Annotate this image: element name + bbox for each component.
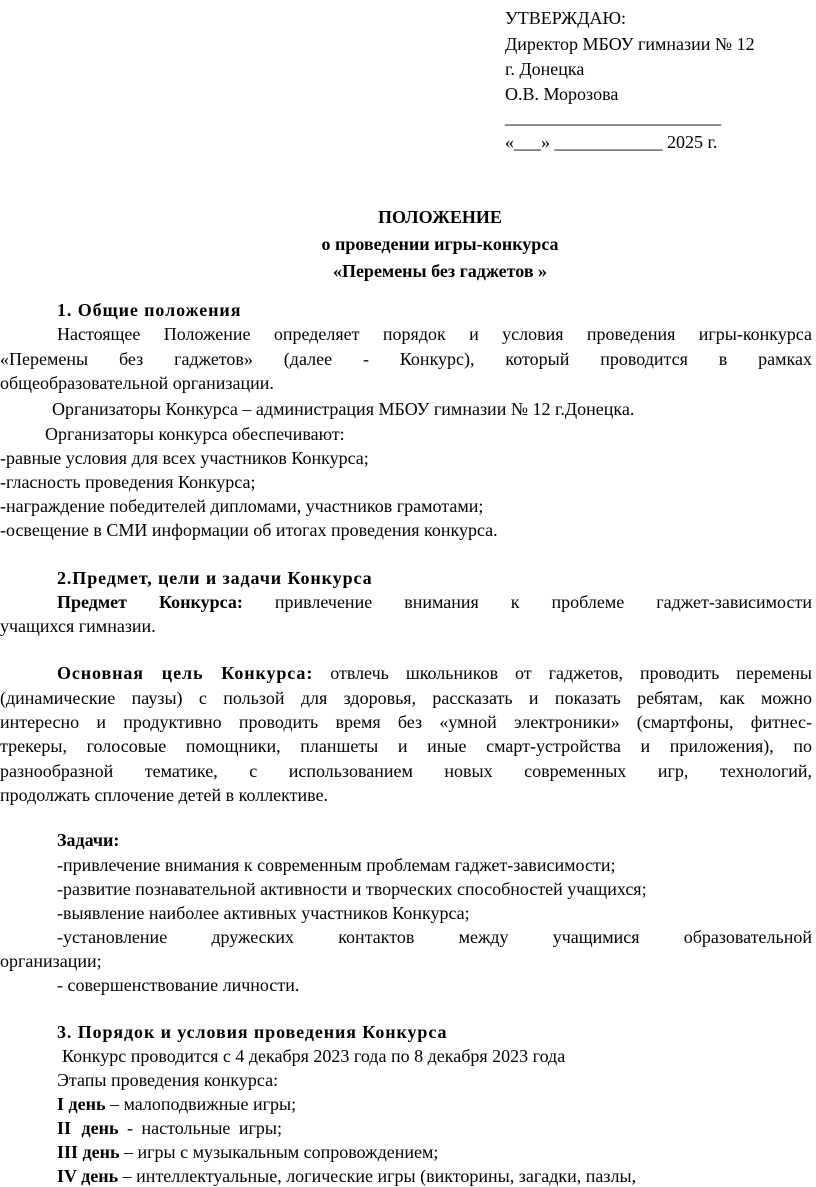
organizers-text: Организаторы Конкурса – администрация МБОУ гимназии № 12 г.Донецка. xyxy=(52,399,635,419)
section-3-heading: 3. Порядок и условия проведения Конкурса xyxy=(57,1022,448,1042)
goal-line: трекеры, голосовые помощники, планшеты и иные смарт-устройства и приложения), по xyxy=(0,736,812,756)
goal-line: продолжать сплочение детей в коллективе. xyxy=(0,785,329,805)
stage-day-label: II день xyxy=(57,1118,119,1138)
organizers-ensure: Организаторы конкурса обеспечивают: xyxy=(45,424,345,444)
list-item: -гласность проведения Конкурса; xyxy=(0,472,256,492)
list-item: -освещение в СМИ информации об итогах проведения конкурса. xyxy=(0,520,498,540)
goal-label: Основная цель Конкурса: xyxy=(57,663,314,683)
goal-line: интересно и продуктивно проводить время без «умной электроники» (смартфоны, фитнес- xyxy=(0,712,812,732)
stages-label: Этапы проведения конкурса: xyxy=(57,1070,279,1090)
subject-line-2: учащихся гимназии. xyxy=(0,616,156,636)
task-item: -развитие познавательной активности и творческих способностей учащихся; xyxy=(57,879,647,899)
task-item: -установление дружеских контактов между учащимися образовательной xyxy=(57,927,812,947)
section-1-heading: 1. Общие положения xyxy=(57,300,242,320)
stage-day xyxy=(57,1093,296,1115)
stage-day-text: – малоподвижные игры; xyxy=(105,1094,297,1114)
section-2-heading: 2.Предмет, цели и задачи Конкурса xyxy=(57,568,373,588)
stage-day xyxy=(57,1165,636,1187)
list-item: -награждение победителей дипломами, участников грамотами; xyxy=(0,496,484,516)
stage-day-text: – интеллектуальные, логические игры (викторины, загадки, пазлы, xyxy=(118,1166,637,1186)
title-line-2: о проведении игры-конкурса xyxy=(321,234,559,254)
approval-city: г. Донецка xyxy=(505,59,585,79)
stage-day-text: – игры с музыкальным сопровождением; xyxy=(119,1142,439,1162)
section-1-paragraph-line: «Перемены без гаджетов» (далее - Конкурс), который проводится в рамках xyxy=(0,349,812,369)
approval-name: О.В. Морозова xyxy=(505,84,619,104)
stage-day xyxy=(57,1141,438,1163)
task-item: - совершенствование личности. xyxy=(57,975,300,995)
stage-day-text: - настольные игры; xyxy=(118,1118,283,1138)
approval-title: УТВЕРЖДАЮ: xyxy=(505,8,627,28)
approval-position: Директор МБОУ гимназии № 12 xyxy=(505,34,755,54)
stage-day-label: I день xyxy=(57,1094,106,1114)
subject-line xyxy=(57,591,812,613)
task-item: -привлечение внимания к современным проблемам гаджет-зависимости; xyxy=(57,855,616,875)
section-1-paragraph-line: общеобразовательной организации. xyxy=(0,373,274,393)
goal-line xyxy=(57,662,812,684)
stage-day xyxy=(57,1117,282,1139)
goal-line: (динамические паузы) с пользой для здоровья, рассказать и показать ребятам, как можно xyxy=(0,688,812,708)
tasks-label: Задачи: xyxy=(57,830,120,850)
subject-text: привлечение внимания к проблеме гаджет-зависимости xyxy=(274,592,812,612)
stage-day-label: IV день xyxy=(57,1166,119,1186)
title-line-1: ПОЛОЖЕНИЕ xyxy=(378,207,502,227)
signature-line: ________________________ xyxy=(505,107,721,127)
task-item-continuation: организации; xyxy=(0,951,102,971)
goal-line: разнообразной тематике, с использованием новых современных игр, технологий, xyxy=(0,761,812,781)
title-line-3: «Перемены без гаджетов » xyxy=(332,261,548,281)
approval-date-line: «___» ____________ 2025 г. xyxy=(505,132,718,152)
subject-label: Предмет Конкурса: xyxy=(57,592,243,612)
task-item: -выявление наиболее активных участников Конкурса; xyxy=(57,903,470,923)
stage-day-label: III день xyxy=(57,1142,120,1162)
list-item: -равные условия для всех участников Конкурса; xyxy=(0,448,369,468)
section-1-paragraph-line: Настоящее Положение определяет порядок и условия проведения игры-конкурса xyxy=(57,324,812,344)
contest-period: Конкурс проводится с 4 декабря 2023 года по 8 декабря 2023 года xyxy=(62,1046,566,1066)
goal-text: отвлечь школьников от гаджетов, проводить перемены xyxy=(330,663,812,683)
